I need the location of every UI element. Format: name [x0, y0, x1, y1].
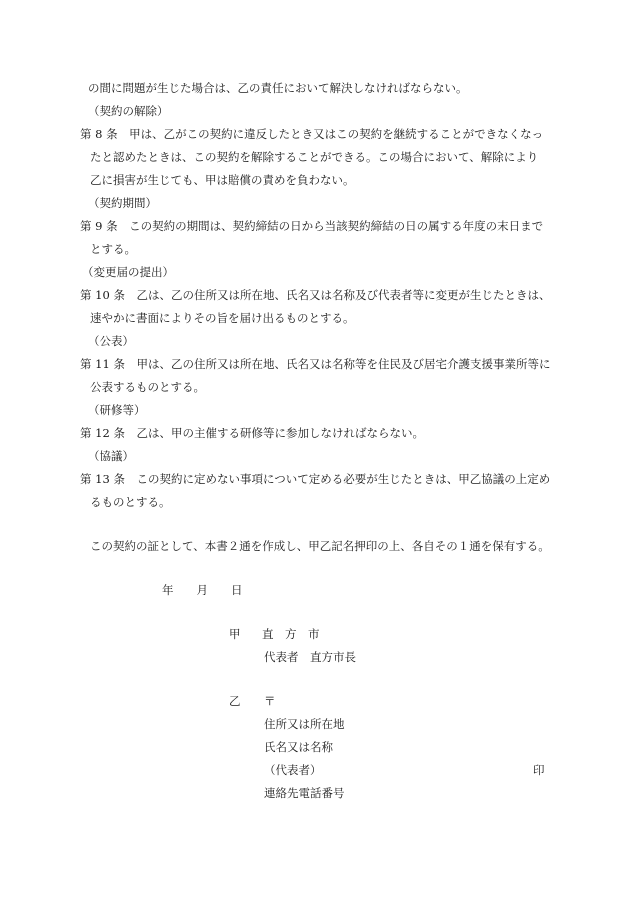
clause-continuation-line: の間に問題が生じた場合は、乙の責任において解決しなければならない。 [88, 81, 468, 95]
article-8-line-1: 第 8 条 甲は、乙がこの契約に違反したとき又はこの契約を継続することができなくなっ [80, 127, 544, 141]
article-8-line-3: 乙に損害が生じても、甲は賠償の責めを負わない。 [90, 173, 355, 187]
heading-contract-period: （契約期間） [88, 196, 157, 210]
party-b-name-label: 氏名又は名称 [264, 740, 333, 754]
heading-consultation: （協議） [88, 449, 134, 463]
party-a-representative: 代表者 直方市長 [264, 650, 356, 664]
party-b-address-label: 住所又は所在地 [264, 717, 345, 731]
heading-contract-termination: （契約の解除） [88, 104, 169, 118]
article-9-line-1: 第 9 条 この契約の期間は、契約締結の日から当該契約締結の日の属する年度の末日まで [80, 219, 544, 233]
article-8-line-2: たと認めたときは、この契約を解除することができる。この場合において、解除により [90, 150, 539, 164]
party-a-label: 甲 [229, 627, 241, 641]
heading-publication: （公表） [88, 334, 134, 348]
article-10-line-2: 速やかに書面によりその旨を届け出るものとする。 [90, 311, 355, 325]
closing-statement: この契約の証として、本書２通を作成し、甲乙記名押印の上、各自その１通を保有する。 [90, 539, 550, 553]
article-12-line-1: 第 12 条 乙は、甲の主催する研修等に参加しなければならない。 [80, 426, 424, 440]
article-9-line-2: とする。 [90, 242, 136, 256]
postal-mark: 〒 [264, 694, 276, 708]
article-13-line-1: 第 13 条 この契約に定めない事項について定める必要が生じたときは、甲乙協議の上定め [80, 472, 551, 486]
heading-training: （研修等） [88, 403, 146, 417]
party-b-phone-label: 連絡先電話番号 [264, 786, 345, 800]
party-b-representative-label: （代表者） [264, 763, 322, 777]
article-11-line-2: 公表するものとする。 [90, 380, 205, 394]
article-13-line-2: るものとする。 [90, 495, 171, 509]
article-10-line-1: 第 10 条 乙は、乙の住所又は所在地、氏名又は名称及び代表者等に変更が生じたときは、 [80, 288, 551, 302]
seal-mark: 印 [533, 763, 545, 777]
contract-date: 年 月 日 [162, 583, 243, 597]
party-b-label: 乙 [229, 694, 241, 708]
article-11-line-1: 第 11 条 甲は、乙の住所又は所在地、氏名又は名称等を住民及び居宅介護支援事業所等に [80, 357, 551, 371]
heading-change-notification: （変更届の提出） [82, 265, 174, 279]
party-a-name: 直 方 市 [262, 627, 320, 641]
